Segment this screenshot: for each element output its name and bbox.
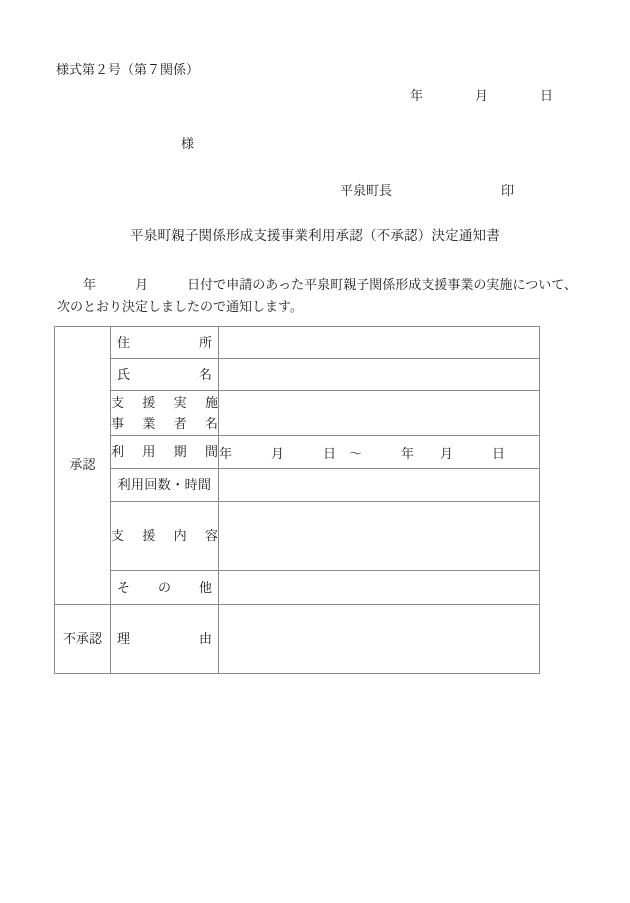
addressee-honorific: 様 (181, 136, 195, 151)
row-label-reason (111, 605, 219, 674)
label-text: 利用回数・時間 (117, 477, 212, 493)
category-approved: 承認 (55, 327, 111, 605)
table-row (55, 436, 540, 469)
label-char: 利 (111, 444, 125, 460)
row-value-name[interactable] (219, 359, 540, 391)
issue-date-line: 年 月 日 (410, 88, 554, 103)
label-char: 施 (204, 394, 218, 410)
label-char: 支 (111, 394, 125, 410)
row-label-other (111, 571, 219, 605)
row-label-name (111, 359, 219, 391)
label-char: 事 (111, 415, 125, 431)
table-row (55, 571, 540, 605)
label-char: 期 (173, 444, 187, 460)
row-value-provider[interactable] (219, 391, 540, 436)
label-char: 名 (204, 415, 218, 431)
label-char: 実 (173, 394, 187, 410)
table-row (55, 502, 540, 571)
form-number: 様式第２号（第７関係） (56, 62, 200, 77)
row-label-usage-count (111, 469, 219, 502)
label-char: 援 (142, 528, 156, 544)
row-label-address (111, 327, 219, 359)
row-label-period (111, 436, 219, 469)
label-char: 所 (198, 334, 212, 350)
issuer-name: 平泉町長 (340, 183, 393, 198)
label-char: 間 (204, 444, 218, 460)
label-char: 他 (198, 579, 212, 595)
label-char: 住 (117, 334, 131, 350)
row-label-provider (111, 391, 219, 436)
label-char: 内 (173, 528, 187, 544)
label-char: そ (117, 579, 131, 595)
row-value-address[interactable] (219, 327, 540, 359)
table-row (55, 469, 540, 502)
label-char: 氏 (117, 366, 131, 382)
label-char: 業 (142, 415, 156, 431)
row-value-support-content[interactable] (219, 502, 540, 571)
row-value-period[interactable]: 年 月 日 ～ 年 月 日 (219, 436, 540, 469)
label-char: 用 (142, 444, 156, 460)
seal-mark: 印 (501, 183, 515, 198)
table-row (55, 359, 540, 391)
category-not-approved: 不承認 (55, 605, 111, 674)
label-char: 名 (198, 366, 212, 382)
body-paragraph: 年 月 日付で申請のあった平泉町親子関係形成支援事業の実施について、次のとおり決定しましたので通知します。 (57, 277, 577, 314)
row-value-reason[interactable] (219, 605, 540, 674)
table-row (55, 391, 540, 436)
label-char: 援 (142, 394, 156, 410)
page-title: 平泉町親子関係形成支援事業利用承認（不承認）決定通知書 (130, 228, 500, 243)
decision-table (54, 326, 540, 674)
label-char: 理 (117, 631, 131, 647)
row-label-support-content (111, 502, 219, 571)
row-value-other[interactable] (219, 571, 540, 605)
label-char: の (157, 579, 171, 595)
row-value-usage-count[interactable] (219, 469, 540, 502)
table-row (55, 327, 540, 359)
label-char: 者 (173, 415, 187, 431)
label-char: 容 (204, 528, 218, 544)
label-char: 由 (198, 631, 212, 647)
table-row (55, 605, 540, 674)
label-char: 支 (111, 528, 125, 544)
